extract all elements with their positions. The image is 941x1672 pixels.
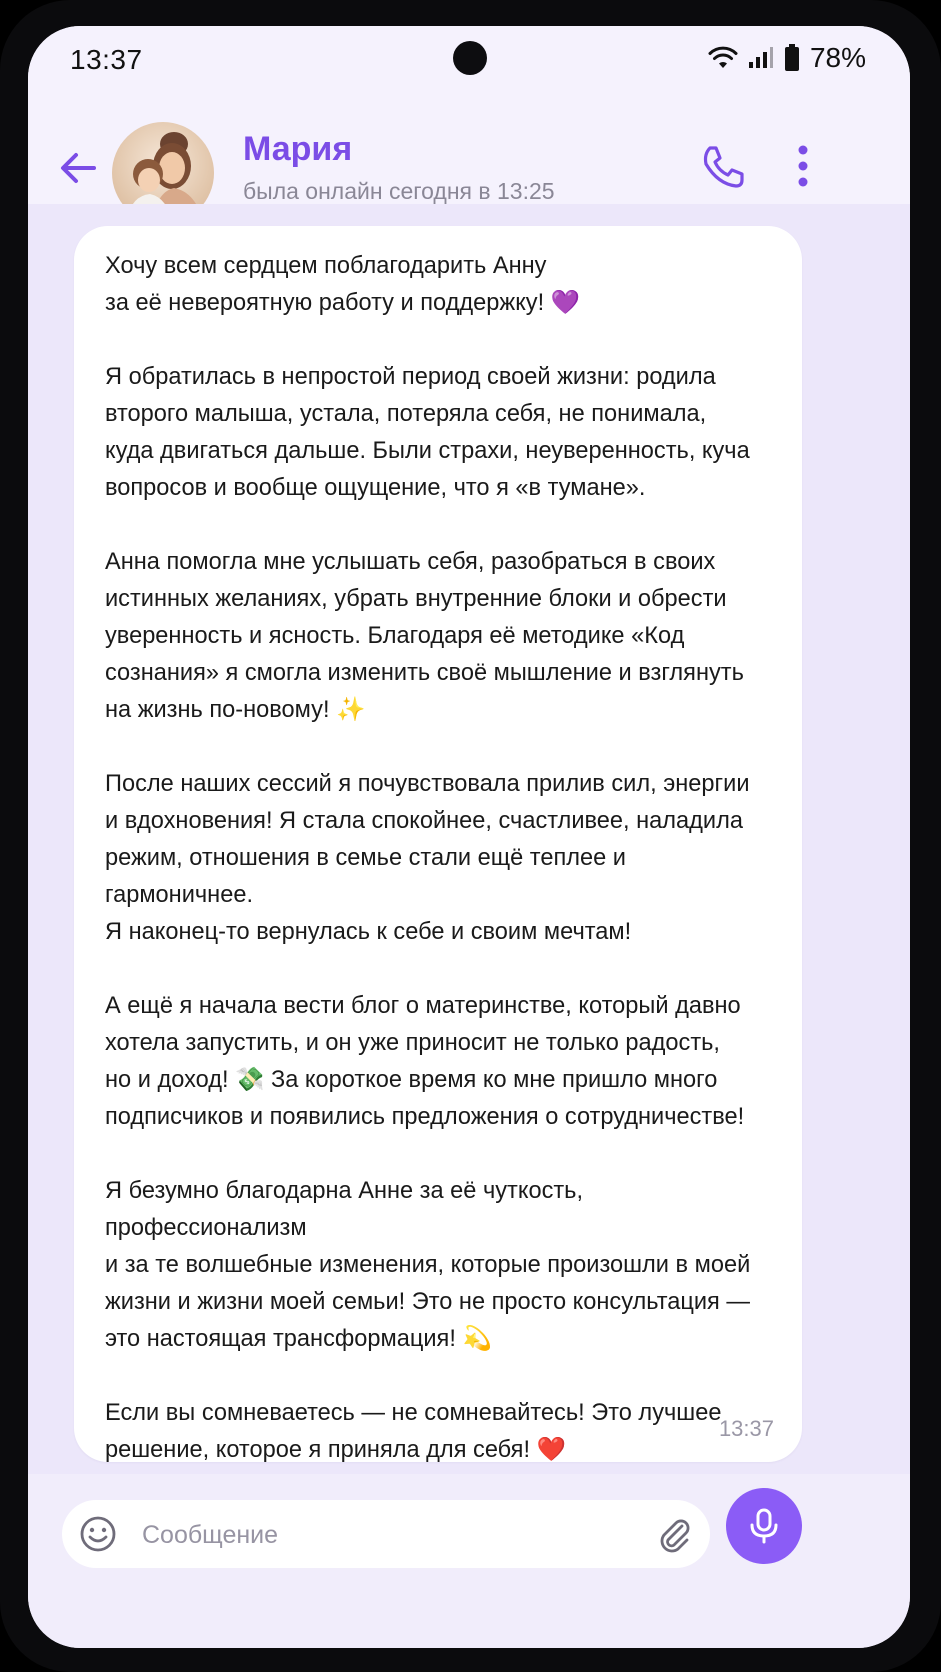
input-bar	[28, 1474, 910, 1648]
battery-icon	[784, 44, 800, 72]
contact-name[interactable]: Мария	[243, 130, 353, 168]
message-input[interactable]	[140, 1500, 624, 1570]
paperclip-icon	[654, 1514, 694, 1554]
more-options-button[interactable]	[788, 144, 818, 190]
emoji-button[interactable]	[78, 1514, 118, 1554]
status-bar	[28, 26, 910, 86]
battery-percent: 78%	[809, 42, 866, 73]
emoji-icon	[78, 1514, 118, 1554]
message-input-container	[62, 1500, 710, 1568]
back-arrow-icon	[56, 146, 100, 190]
status-icons	[708, 42, 866, 74]
last-seen-status: была онлайн сегодня в 13:25	[243, 178, 555, 204]
screen	[28, 26, 910, 1648]
attach-button[interactable]	[654, 1514, 694, 1554]
call-button[interactable]	[698, 142, 748, 192]
signal-icon	[748, 46, 774, 70]
message-text: Хочу всем сердцем поблагодарить Анну за её невероятную работу и поддержку! 💜 Я обратилась в непростой период своей жизни: родила второго малыша, устала, потеряла себя, не понимала, куда двигаться дальше. Были страхи, неуверенность, куча вопросов и вообще ощущение, что я «в тумане». Анна помогла мне услышать себя, разобраться в своих истинных желаниях, убрать внутренние блоки и обрести уверенность и ясность. Благодаря её методике «Код сознания» я смогла изменить своё мышление и взглянуть на жизнь по-новому! ✨ После наших сессий я почувствовала прилив сил, энергии и вдохновения! Я стала спокойнее, счастливее, наладила режим, отношения в семье стали ещё теплее и гармоничнее. Я наконец-то вернулась к себе и своим мечтам! А ещё я начала вести блог о материнстве, который давно хотела запустить, и он уже приносит не только радость, но и доход! 💸 За короткое время ко мне пришло много подписчиков и появились предложения о сотрудничестве! Я безумно благодарна Анне за её чуткость, профессионализм и за те волшебные изменения, которые произошли в моей жизни и жизни моей семьи! Это не просто консультация — это настоящая трансформация! 💫 Если вы сомневаетесь — не сомневайтесь! Это лучшее решение, которое я приняла для себя! ❤️	[105, 253, 751, 1463]
phone-icon	[698, 142, 748, 192]
wifi-icon	[708, 46, 738, 70]
message-bubble[interactable]	[74, 226, 802, 1462]
back-button[interactable]	[56, 146, 100, 190]
message-time: 13:37	[718, 1416, 774, 1441]
voice-message-button[interactable]	[726, 1488, 802, 1564]
microphone-icon	[744, 1506, 784, 1546]
status-time: 13:37	[70, 44, 143, 75]
front-camera	[453, 41, 487, 75]
more-vert-icon	[788, 144, 818, 190]
